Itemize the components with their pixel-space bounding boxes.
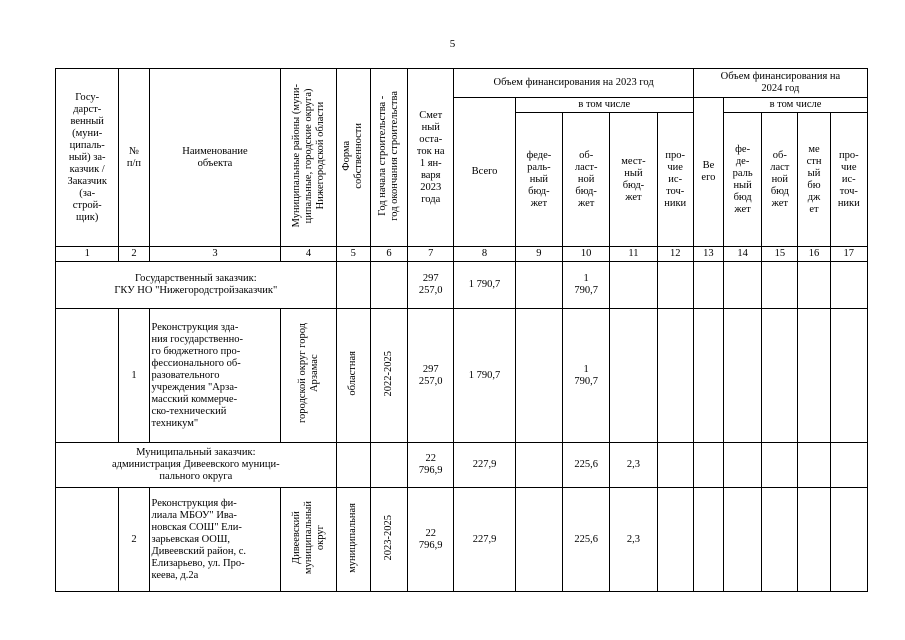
col-number: 1 xyxy=(56,247,119,262)
header-fin-2024: Объем финансирования на 2024 год xyxy=(693,69,867,98)
empty-cell xyxy=(657,262,693,309)
empty-cell xyxy=(798,443,830,488)
header-other-2024: про- чие ис- точ- ники xyxy=(830,113,867,247)
group-total: 227,9 xyxy=(454,443,515,488)
group-row xyxy=(56,262,868,309)
object-ownership-text: областная xyxy=(347,351,359,396)
empty-cell xyxy=(762,443,798,488)
header-other-2023: про- чие ис- точ- ники xyxy=(657,113,693,247)
header-years-text: Год начала строительства - год окончания строительства xyxy=(376,90,400,221)
object-district xyxy=(281,309,336,443)
header-total-2024: Ве его xyxy=(693,98,723,247)
object-regional: 225,6 xyxy=(563,488,610,592)
col-number: 13 xyxy=(693,247,723,262)
group-customer: Муниципальный заказчик: администрация Дивеевского муници- пального округа xyxy=(56,443,337,488)
col-number: 9 xyxy=(515,247,562,262)
group-local: 2,3 xyxy=(610,443,657,488)
col-number: 16 xyxy=(798,247,830,262)
object-name: Реконструкция зда- ния государственно- го бюджетного про- фессионального об- разовательного учреждения "Арза- масский коммерче- ско-технический техникум" xyxy=(149,309,281,443)
object-ownership xyxy=(336,309,370,443)
empty-cell xyxy=(336,443,370,488)
empty-cell xyxy=(830,309,867,443)
empty-cell xyxy=(370,443,407,488)
col-number: 2 xyxy=(119,247,149,262)
empty-cell xyxy=(657,309,693,443)
object-balance: 22 796,9 xyxy=(408,488,454,592)
object-num: 2 xyxy=(119,488,149,592)
header-federal-2023: феде- раль- ный бюд- жет xyxy=(515,113,562,247)
object-ownership xyxy=(336,488,370,592)
empty-cell xyxy=(693,488,723,592)
group-total: 1 790,7 xyxy=(454,262,515,309)
empty-cell xyxy=(830,443,867,488)
empty-cell xyxy=(693,309,723,443)
empty-cell xyxy=(515,262,562,309)
header-districts xyxy=(281,69,336,247)
group-regional: 225,6 xyxy=(563,443,610,488)
header-regional-2024: об- ласт ной бюд жет xyxy=(762,113,798,247)
group-balance: 297 257,0 xyxy=(408,262,454,309)
empty-cell xyxy=(798,488,830,592)
header-num: № п/п xyxy=(119,69,149,247)
header-incl-2024: в том числе xyxy=(723,98,867,113)
col-number: 10 xyxy=(563,247,610,262)
object-row xyxy=(56,488,868,592)
empty-cell xyxy=(830,488,867,592)
object-years-text: 2023-2025 xyxy=(382,514,394,561)
object-local: 2,3 xyxy=(610,488,657,592)
header-object-name: Наименование объекта xyxy=(149,69,281,247)
object-num: 1 xyxy=(119,309,149,443)
header-balance: Смет ный оста- ток на 1 ян- варя 2023 года xyxy=(408,69,454,247)
group-row xyxy=(56,443,868,488)
header-years xyxy=(370,69,407,247)
empty-cell xyxy=(515,309,562,443)
header-local-2023: мест- ный бюд- жет xyxy=(610,113,657,247)
empty-cell xyxy=(798,309,830,443)
header-customer: Госу- дарст- венный (муни- ципаль- ный) за- казчик / Заказчик (за- строй- щик) xyxy=(56,69,119,247)
empty-cell xyxy=(723,488,761,592)
empty-cell xyxy=(762,488,798,592)
object-total: 1 790,7 xyxy=(454,309,515,443)
header-local-2024: ме стн ый бю дж ет xyxy=(798,113,830,247)
col-number: 5 xyxy=(336,247,370,262)
header-total-2023: Всего xyxy=(454,98,515,247)
object-district xyxy=(281,488,336,592)
header-ownership xyxy=(336,69,370,247)
object-years xyxy=(370,309,407,443)
header-row-1 xyxy=(56,69,868,98)
col-number: 17 xyxy=(830,247,867,262)
col-number: 6 xyxy=(370,247,407,262)
group-regional: 1 790,7 xyxy=(563,262,610,309)
page-number: 5 xyxy=(449,38,456,50)
object-balance: 297 257,0 xyxy=(408,309,454,443)
empty-cell xyxy=(693,262,723,309)
empty-cell xyxy=(723,309,761,443)
column-number-row xyxy=(56,247,868,262)
col-number: 4 xyxy=(281,247,336,262)
col-number: 11 xyxy=(610,247,657,262)
group-customer: Государственный заказчик: ГКУ НО "Нижегородстройзаказчик" xyxy=(56,262,337,309)
empty-cell xyxy=(830,262,867,309)
object-name: Реконструкция фи- лиала МБОУ" Ива- новская СОШ" Ели- зарьевская ООШ, Дивеевский район, с. Елизарьево, ул. Про- кеева, д.2а xyxy=(149,488,281,592)
header-districts-text: Муниципальные районы (муни- ципальные, городские округа) Нижегородской области xyxy=(290,83,326,228)
empty-cell xyxy=(723,443,761,488)
financing-table xyxy=(55,68,868,592)
header-ownership-text: Форма собственности xyxy=(341,122,365,189)
object-regional: 1 790,7 xyxy=(563,309,610,443)
header-fin-2023: Объем финансирования на 2023 год xyxy=(454,69,693,98)
empty-cell xyxy=(515,443,562,488)
empty-cell xyxy=(370,262,407,309)
col-number: 15 xyxy=(762,247,798,262)
empty-cell xyxy=(798,262,830,309)
empty-cell xyxy=(723,262,761,309)
object-district-text: городской округ город Арзамас xyxy=(296,323,320,424)
empty-cell xyxy=(336,262,370,309)
empty-cell xyxy=(693,443,723,488)
empty-cell xyxy=(762,309,798,443)
empty-cell xyxy=(762,262,798,309)
header-incl-2023: в том числе xyxy=(515,98,693,113)
object-local xyxy=(610,309,657,443)
object-total: 227,9 xyxy=(454,488,515,592)
col-number: 7 xyxy=(408,247,454,262)
empty-cell xyxy=(657,443,693,488)
group-local xyxy=(610,262,657,309)
empty-cell xyxy=(56,488,119,592)
header-regional-2023: об- ласт- ной бюд- жет xyxy=(563,113,610,247)
col-number: 8 xyxy=(454,247,515,262)
object-ownership-text: муниципальная xyxy=(347,502,359,573)
col-number: 14 xyxy=(723,247,761,262)
object-years xyxy=(370,488,407,592)
group-balance: 22 796,9 xyxy=(408,443,454,488)
empty-cell xyxy=(56,309,119,443)
object-years-text: 2022-2025 xyxy=(382,350,394,397)
empty-cell xyxy=(657,488,693,592)
empty-cell xyxy=(515,488,562,592)
header-federal-2024: фе- де- раль ный бюд жет xyxy=(723,113,761,247)
col-number: 12 xyxy=(657,247,693,262)
object-district-text: Дивеевский муниципальный округ xyxy=(290,500,326,575)
object-row xyxy=(56,309,868,443)
col-number: 3 xyxy=(149,247,281,262)
